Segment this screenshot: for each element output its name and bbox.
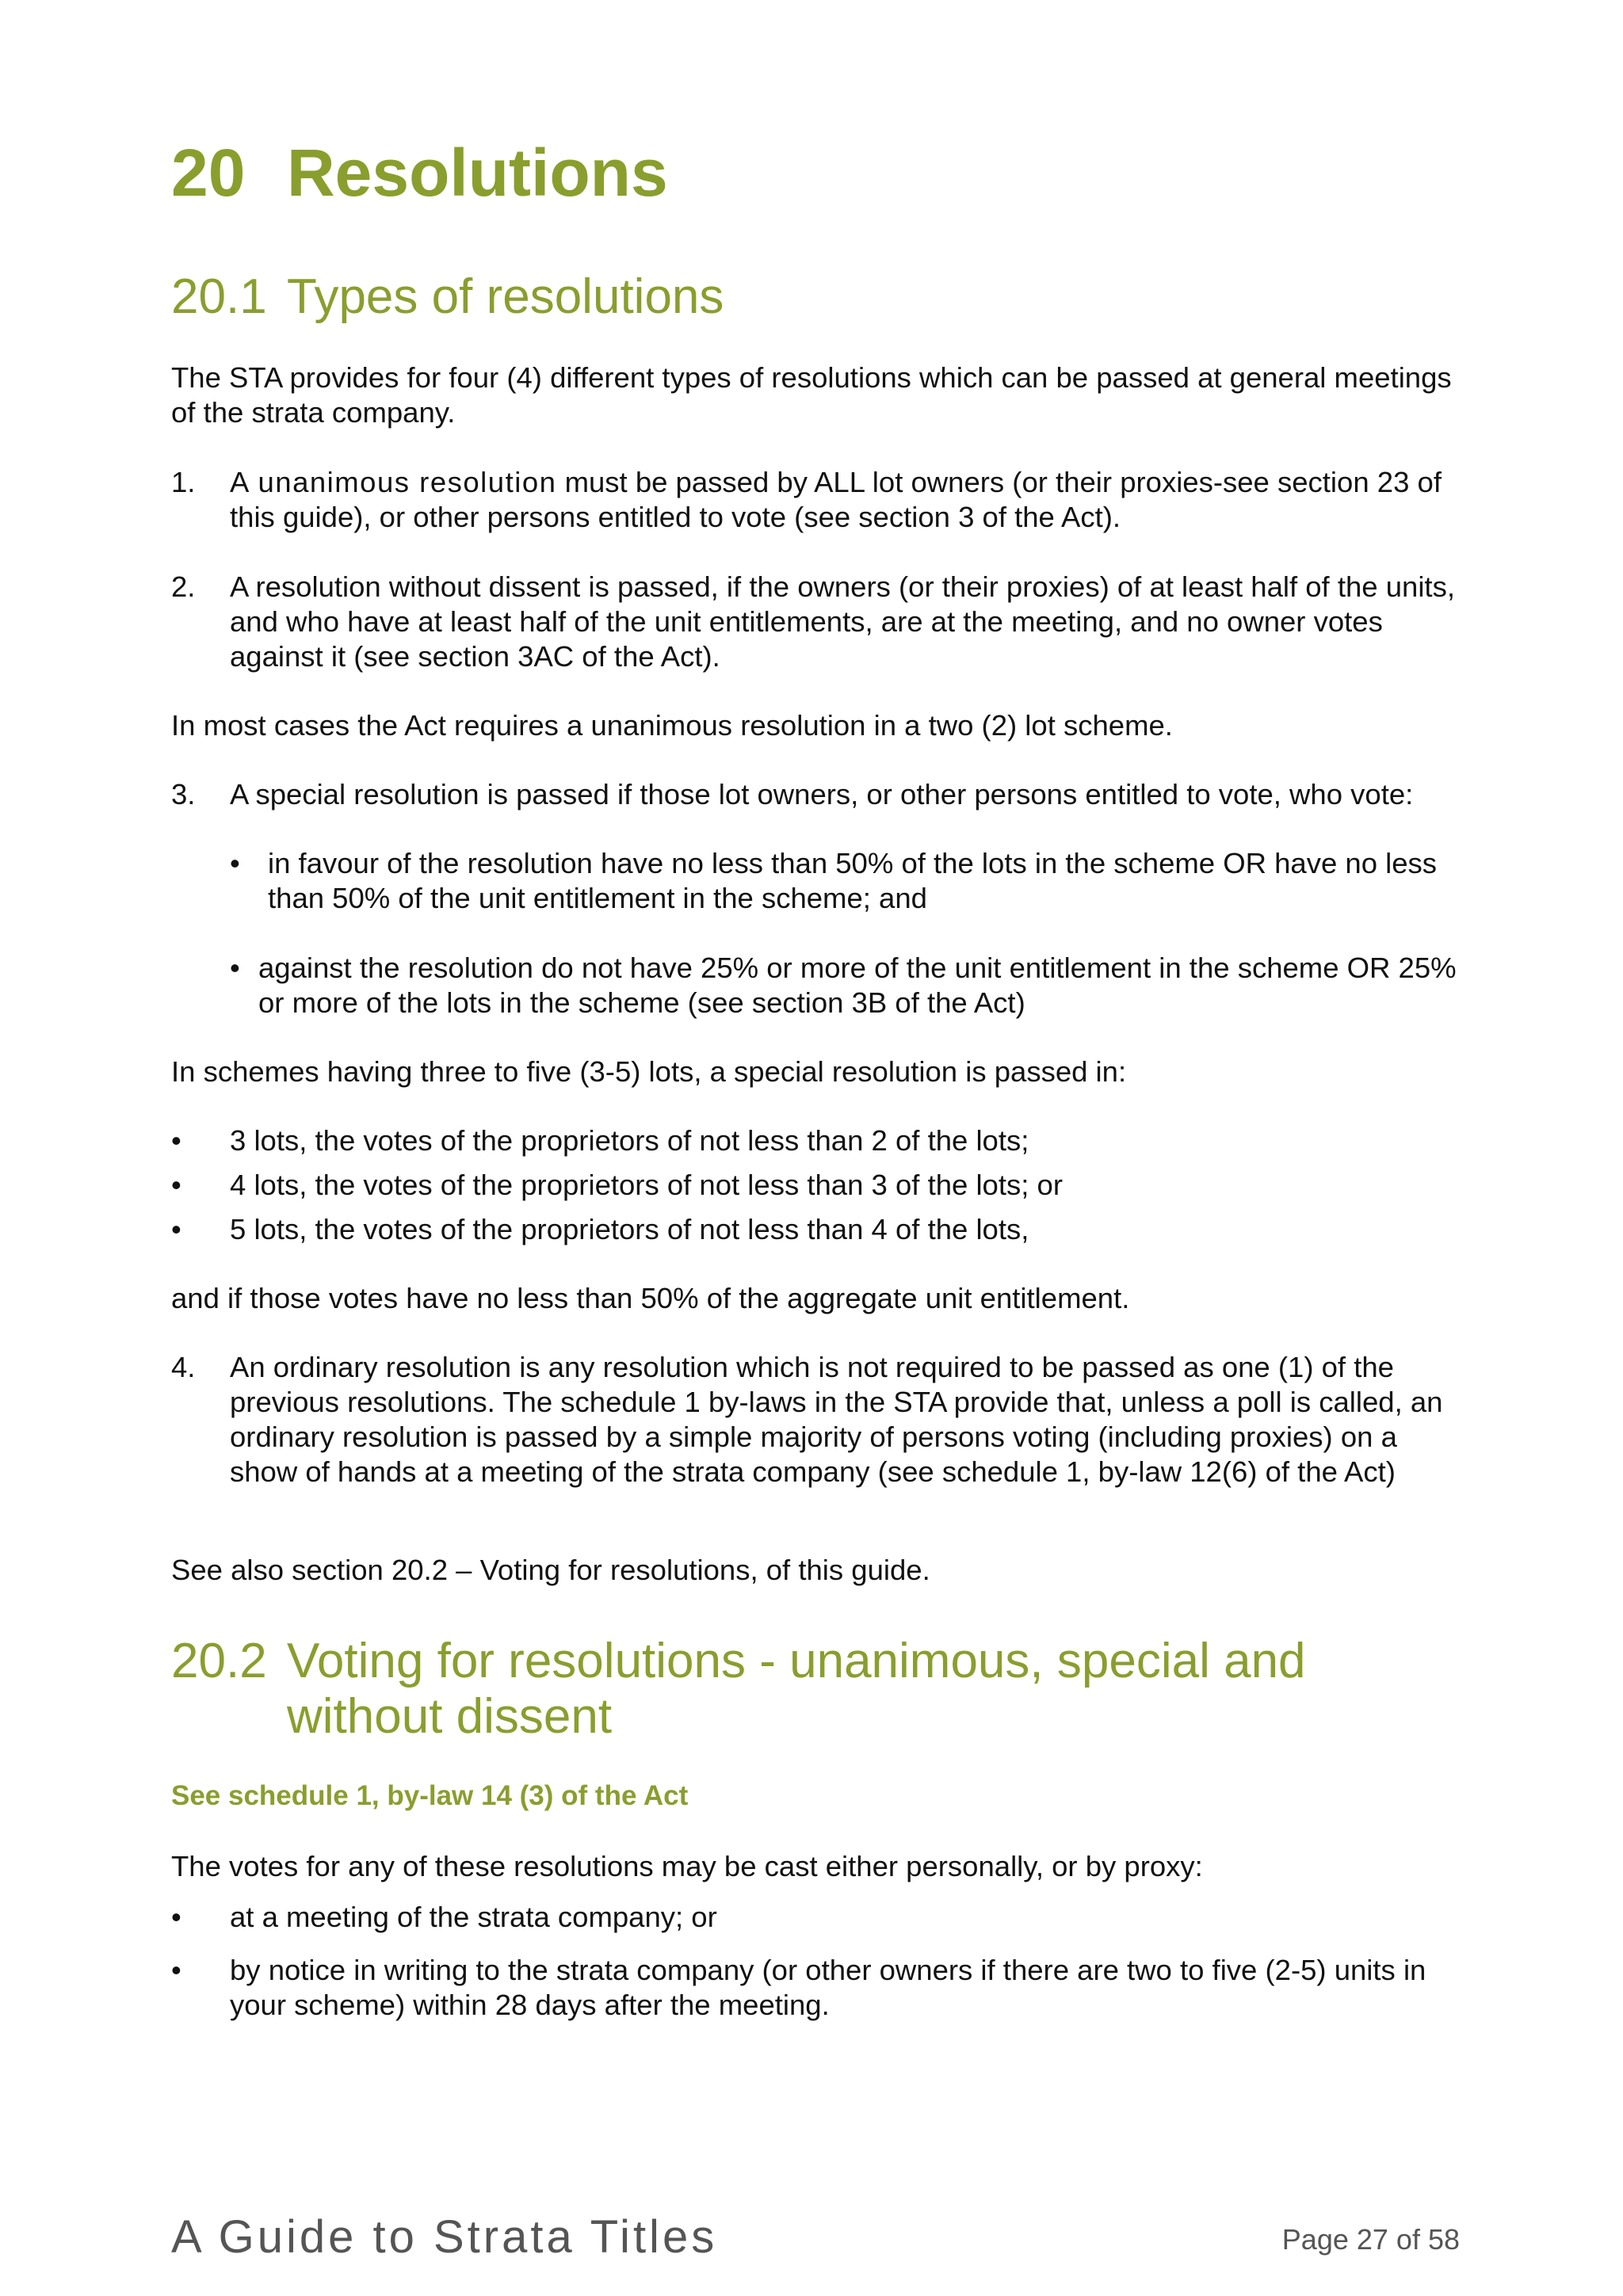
bullet-glyph: •	[230, 847, 240, 879]
list-item-without-dissent	[171, 570, 1471, 674]
voting-intro: The votes for any of these resolutions may be cast either personally, or by proxy:	[171, 1850, 1203, 1882]
list-text	[230, 465, 1471, 535]
list-item	[171, 1953, 1471, 2023]
list-item-unanimous	[171, 465, 1471, 535]
footer-document-title: A Guide to Strata Titles	[171, 2211, 718, 2263]
chapter-title: Resolutions	[287, 135, 668, 210]
section-number: 20.2	[171, 1634, 267, 1688]
list-number: 2.	[171, 570, 196, 603]
section-heading-20-2	[171, 1634, 1460, 1745]
list-text: against the resolution do not have 25% or more of the unit entitlement in the scheme OR 25% or more of the lots in the scheme (see section 3B of the Act)	[258, 952, 1457, 1019]
list-text: A resolution without dissent is passed, if the owners (or their proxies) of at least half of the units, and who have at least half of the unit entitlements, are at the meeting, and no owner votes against it (see section 3AC of the Act).	[230, 570, 1455, 673]
list-text: 4 lots, the votes of the proprietors of not less than 3 of the lots; or	[230, 1169, 1063, 1201]
list-text: in favour of the resolution have no less than 50% of the lots in the scheme OR have no less than 50% of the unit entitlement in the scheme; and	[268, 847, 1438, 914]
section-title: Types of resolutions	[287, 269, 724, 324]
bullet-glyph: •	[171, 1124, 181, 1157]
list-item	[230, 846, 1466, 916]
bullet-glyph: •	[230, 952, 240, 984]
list-item	[171, 1900, 1471, 1935]
see-also-paragraph: See also section 20.2 – Voting for resolutions, of this guide.	[171, 1554, 930, 1586]
list-text: by notice in writing to the strata company (or other owners if there are two to five (2-5) units in your scheme) within 28 days after the meeting.	[230, 1954, 1426, 2021]
list-text: 5 lots, the votes of the proprietors of not less than 4 of the lots,	[230, 1213, 1029, 1245]
section-number: 20.1	[171, 269, 267, 324]
bullet-glyph: •	[171, 1169, 181, 1201]
list-item	[171, 1168, 1471, 1203]
section-title: Voting for resolutions - unanimous, special and without dissent	[287, 1634, 1306, 1744]
list-number: 3.	[171, 778, 196, 810]
list-text: An ordinary resolution is any resolution which is not required to be passed as one (1) of the previous resolutions. The schedule 1 by-laws in the STA provide that, unless a poll is called, an ordinary resolution is passed by a simple majority of persons voting (including proxies) on a show of hands at a meeting of the strata company (see schedule 1, by-law 12(6) of the Act)	[230, 1351, 1443, 1488]
list-number: 1.	[171, 466, 196, 498]
list-text-rest: must be passed by ALL lot owners (or their proxies-see section 23 of this guide), or other persons entitled to vote (see section 3 of the Act).	[230, 466, 1442, 533]
term-unanimous: A unanimous resolution	[230, 466, 557, 498]
intro-paragraph: The STA provides for four (4) different types of resolutions which can be passed at general meetings of the strata company.	[171, 361, 1452, 429]
section-heading-20-1	[171, 269, 1460, 325]
chapter-heading	[171, 135, 668, 210]
list-text: 3 lots, the votes of the proprietors of not less than 2 of the lots;	[230, 1124, 1029, 1157]
two-lot-note: In most cases the Act requires a unanimous resolution in a two (2) lot scheme.	[171, 709, 1173, 742]
list-item	[230, 951, 1466, 1020]
list-item-ordinary	[171, 1350, 1471, 1489]
list-item	[171, 1123, 1471, 1158]
list-number: 4.	[171, 1351, 196, 1383]
bullet-glyph: •	[171, 1901, 181, 1933]
list-item-special	[171, 777, 1471, 812]
list-text: A special resolution is passed if those lot owners, or other persons entitled to vote, who vote:	[230, 778, 1414, 810]
aggregate-note: and if those votes have no less than 50% of the aggregate unit entitlement.	[171, 1282, 1130, 1314]
chapter-number: 20	[171, 135, 246, 210]
bullet-glyph: •	[171, 1954, 181, 1986]
footer-page-number: Page 27 of 58	[1281, 2223, 1460, 2256]
bullet-glyph: •	[171, 1213, 181, 1245]
list-text: at a meeting of the strata company; or	[230, 1901, 717, 1933]
small-schemes-intro: In schemes having three to five (3-5) lots, a special resolution is passed in:	[171, 1055, 1127, 1088]
section-reference: See schedule 1, by-law 14 (3) of the Act	[171, 1780, 689, 1811]
list-item	[171, 1212, 1471, 1247]
